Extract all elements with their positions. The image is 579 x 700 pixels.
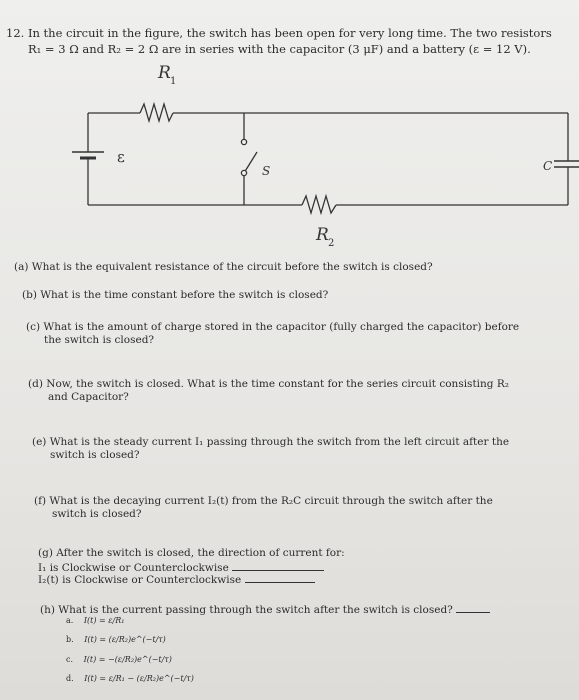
capacitor-icon <box>554 161 579 167</box>
circuit-diagram <box>0 0 579 260</box>
question-g-line3-text: I₂(t) is Clockwise or Counterclockwise <box>38 574 242 586</box>
answer-blank-g1[interactable] <box>232 561 324 571</box>
answer-blank-h[interactable] <box>456 603 490 613</box>
question-h <box>40 603 490 616</box>
question-f-line2: switch is closed? <box>52 508 142 520</box>
battery-icon <box>72 152 104 158</box>
question-c-line2: the switch is closed? <box>44 334 155 346</box>
choice-a[interactable] <box>66 617 124 625</box>
choice-b-expr: I(t) = (ε/R₂)e^(−t/τ) <box>84 635 166 644</box>
question-e-line1: (e) What is the steady current I₁ passing through the switch from the left circuit after the <box>32 436 510 448</box>
problem-line-1: 12. In the circuit in the figure, the switch has been open for very long time. The two resistors <box>6 26 552 40</box>
question-d-line1: (d) Now, the switch is closed. What is the time constant for the series circuit consisting R₂ <box>28 378 509 390</box>
choice-c-expr: I(t) = −(ε/R₂)e^(−t/τ) <box>83 655 172 664</box>
switch-label: S <box>262 164 271 178</box>
choice-a-expr: I(t) = ε/R₁ <box>83 616 125 625</box>
choice-d[interactable] <box>66 675 194 683</box>
answer-blank-g2[interactable] <box>245 573 315 583</box>
question-g-line2 <box>38 561 324 574</box>
question-g-line3 <box>38 573 315 586</box>
choice-b[interactable] <box>66 636 166 644</box>
question-c-line1: (c) What is the amount of charge stored in the capacitor (fully charged the capacitor) before <box>26 321 520 333</box>
choice-c[interactable] <box>66 656 172 664</box>
r2-subscript: 2 <box>328 238 335 249</box>
r1-label: R <box>158 63 171 83</box>
choice-d-expr: I(t) = ε/R₁ − (ε/R₂)e^(−t/τ) <box>84 674 194 683</box>
choice-a-letter: a. <box>66 616 74 625</box>
question-g-line1: (g) After the switch is closed, the direction of current for: <box>38 547 345 559</box>
question-g-line2-text: I₁ is Clockwise or Counterclockwise <box>38 562 229 574</box>
emf-label: ε <box>117 148 125 166</box>
question-a: (a) What is the equivalent resistance of the circuit before the switch is closed? <box>14 261 433 273</box>
r1-subscript: 1 <box>170 76 177 87</box>
problem-line-2: R₁ = 3 Ω and R₂ = 2 Ω are in series with the capacitor (3 μF) and a battery (ε = 12 V). <box>28 42 531 56</box>
choice-c-letter: c. <box>66 655 74 664</box>
question-h-text: (h) What is the current passing through the switch after the switch is closed? <box>40 604 453 616</box>
question-e-line2: switch is closed? <box>50 449 140 461</box>
choice-d-letter: d. <box>66 674 74 683</box>
r2-label: R <box>316 225 329 245</box>
question-d-line2: and Capacitor? <box>48 391 129 403</box>
question-f-line1: (f) What is the decaying current I₂(t) from the R₂C circuit through the switch after the <box>34 495 493 507</box>
question-b: (b) What is the time constant before the switch is closed? <box>22 289 329 301</box>
capacitor-label: C <box>543 159 553 173</box>
choice-b-letter: b. <box>66 635 74 644</box>
